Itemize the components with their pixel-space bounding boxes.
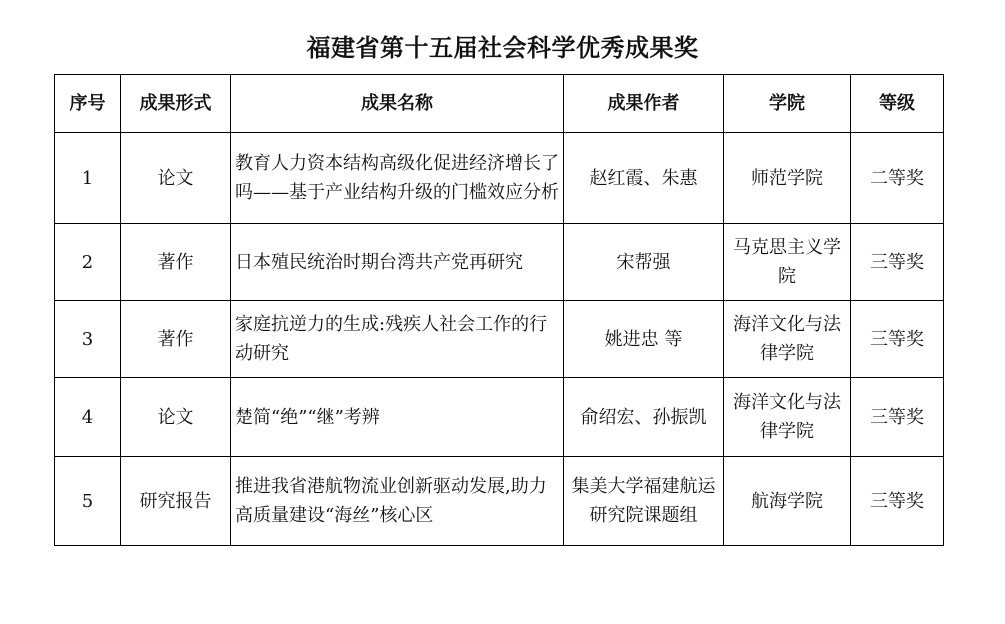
- cell-index: 2: [55, 224, 121, 301]
- document-title: 福建省第十五届社会科学优秀成果奖: [306, 34, 699, 62]
- cell-level: 三等奖: [851, 301, 944, 378]
- cell-level: 三等奖: [851, 457, 944, 546]
- table-header-row: [55, 75, 944, 133]
- cell-form: 论文: [121, 378, 231, 457]
- header-name: 成果名称: [231, 75, 564, 133]
- cell-form: 研究报告: [121, 457, 231, 546]
- cell-index: 1: [55, 133, 121, 224]
- cell-author: 宋帮强: [564, 224, 724, 301]
- cell-author: 俞绍宏、孙振凯: [564, 378, 724, 457]
- table-row: [55, 301, 944, 378]
- cell-college: 航海学院: [724, 457, 851, 546]
- cell-name: 教育人力资本结构高级化促进经济增长了吗——基于产业结构升级的门槛效应分析: [231, 133, 564, 224]
- header-form: 成果形式: [121, 75, 231, 133]
- cell-author: 集美大学福建航运研究院课题组: [564, 457, 724, 546]
- cell-index: 3: [55, 301, 121, 378]
- cell-index: 4: [55, 378, 121, 457]
- cell-name: 家庭抗逆力的生成:残疾人社会工作的行动研究: [231, 301, 564, 378]
- cell-form: 著作: [121, 301, 231, 378]
- table-row: [55, 378, 944, 457]
- cell-college: 海洋文化与法律学院: [724, 301, 851, 378]
- cell-level: 二等奖: [851, 133, 944, 224]
- cell-author: 姚进忠 等: [564, 301, 724, 378]
- cell-form: 论文: [121, 133, 231, 224]
- header-college: 学院: [724, 75, 851, 133]
- cell-name: 日本殖民统治时期台湾共产党再研究: [231, 224, 564, 301]
- table-row: [55, 457, 944, 546]
- cell-name: 楚简“绝”“继”考辨: [231, 378, 564, 457]
- awards-table: [54, 74, 944, 546]
- cell-level: 三等奖: [851, 378, 944, 457]
- table-row: [55, 224, 944, 301]
- cell-college: 马克思主义学院: [724, 224, 851, 301]
- cell-index: 5: [55, 457, 121, 546]
- cell-college: 师范学院: [724, 133, 851, 224]
- table-row: [55, 133, 944, 224]
- header-index: 序号: [55, 75, 121, 133]
- cell-author: 赵红霞、朱惠: [564, 133, 724, 224]
- cell-level: 三等奖: [851, 224, 944, 301]
- cell-name: 推进我省港航物流业创新驱动发展,助力高质量建设“海丝”核心区: [231, 457, 564, 546]
- cell-form: 著作: [121, 224, 231, 301]
- header-level: 等级: [851, 75, 944, 133]
- cell-college: 海洋文化与法律学院: [724, 378, 851, 457]
- header-author: 成果作者: [564, 75, 724, 133]
